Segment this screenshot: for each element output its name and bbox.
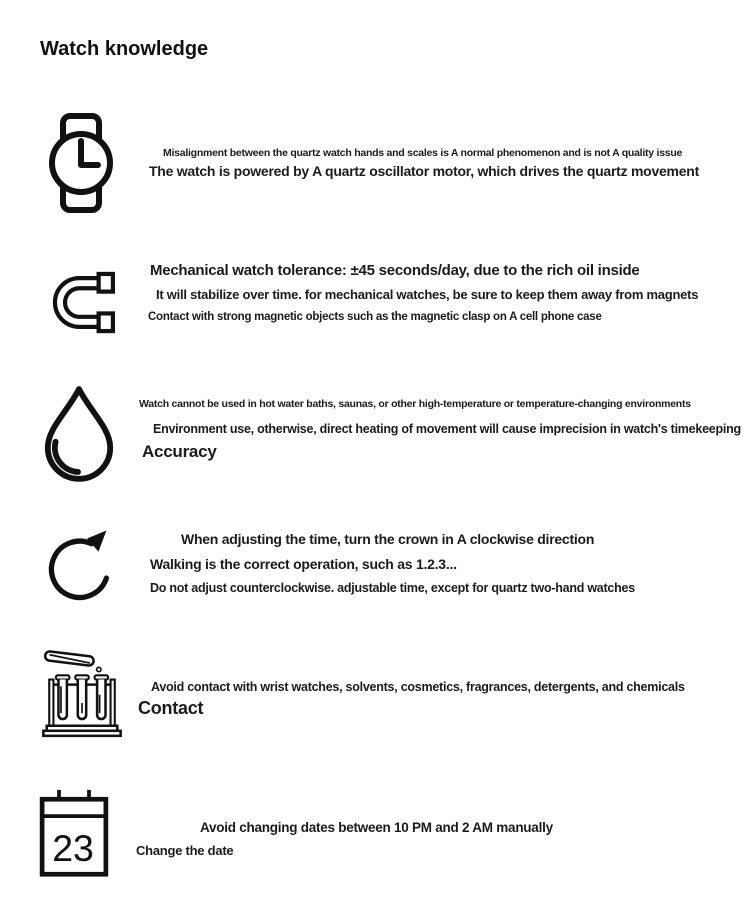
wristwatch-icon (40, 112, 120, 214)
contact-heading: Contact (138, 698, 204, 718)
temperature-note-text: Watch cannot be used in hot water baths, saunas, or other high-temperature or temperature-changing environments (139, 398, 691, 410)
calendar-day: 23 (52, 827, 94, 870)
water-drop-icon (40, 382, 118, 482)
magnet-icon (38, 258, 124, 342)
clockwise-arrow-icon (36, 518, 124, 610)
environment-text: Environment use, otherwise, direct heating of movement will cause imprecision in watch's timekeeping (153, 422, 741, 436)
walking-text: Walking is the correct operation, such as 1.2.3... (150, 556, 457, 572)
accuracy-heading: Accuracy (142, 442, 217, 461)
quartz-main-text: The watch is powered by A quartz oscillator motor, which drives the quartz movement (149, 163, 699, 179)
tolerance-main-text: Mechanical watch tolerance: ±45 seconds/day, due to the rich oil inside (150, 262, 640, 279)
change-date-heading: Change the date (136, 843, 234, 858)
counterclockwise-note-text: Do not adjust counterclockwise. adjustable time, except for quartz two-hand watches (150, 581, 635, 595)
crown-direction-text: When adjusting the time, turn the crown in A clockwise direction (181, 531, 595, 547)
magnet-note-text: Contact with strong magnetic objects such as the magnetic clasp on A cell phone case (148, 311, 602, 323)
date-change-warning-text: Avoid changing dates between 10 PM and 2 AM manually (200, 820, 553, 835)
calendar-icon (36, 788, 112, 878)
chemicals-text: Avoid contact with wrist watches, solvents, cosmetics, fragrances, detergents, and chemicals (151, 680, 685, 694)
page-title: Watch knowledge (40, 38, 209, 60)
test-tubes-icon (40, 644, 124, 742)
magnet-advice-text: It will stabilize over time. for mechanical watches, be sure to keep them away from magnets (156, 287, 699, 302)
quartz-note-text: Misalignment between the quartz watch hands and scales is A normal phenomenon and is not A quality issue (163, 147, 683, 159)
